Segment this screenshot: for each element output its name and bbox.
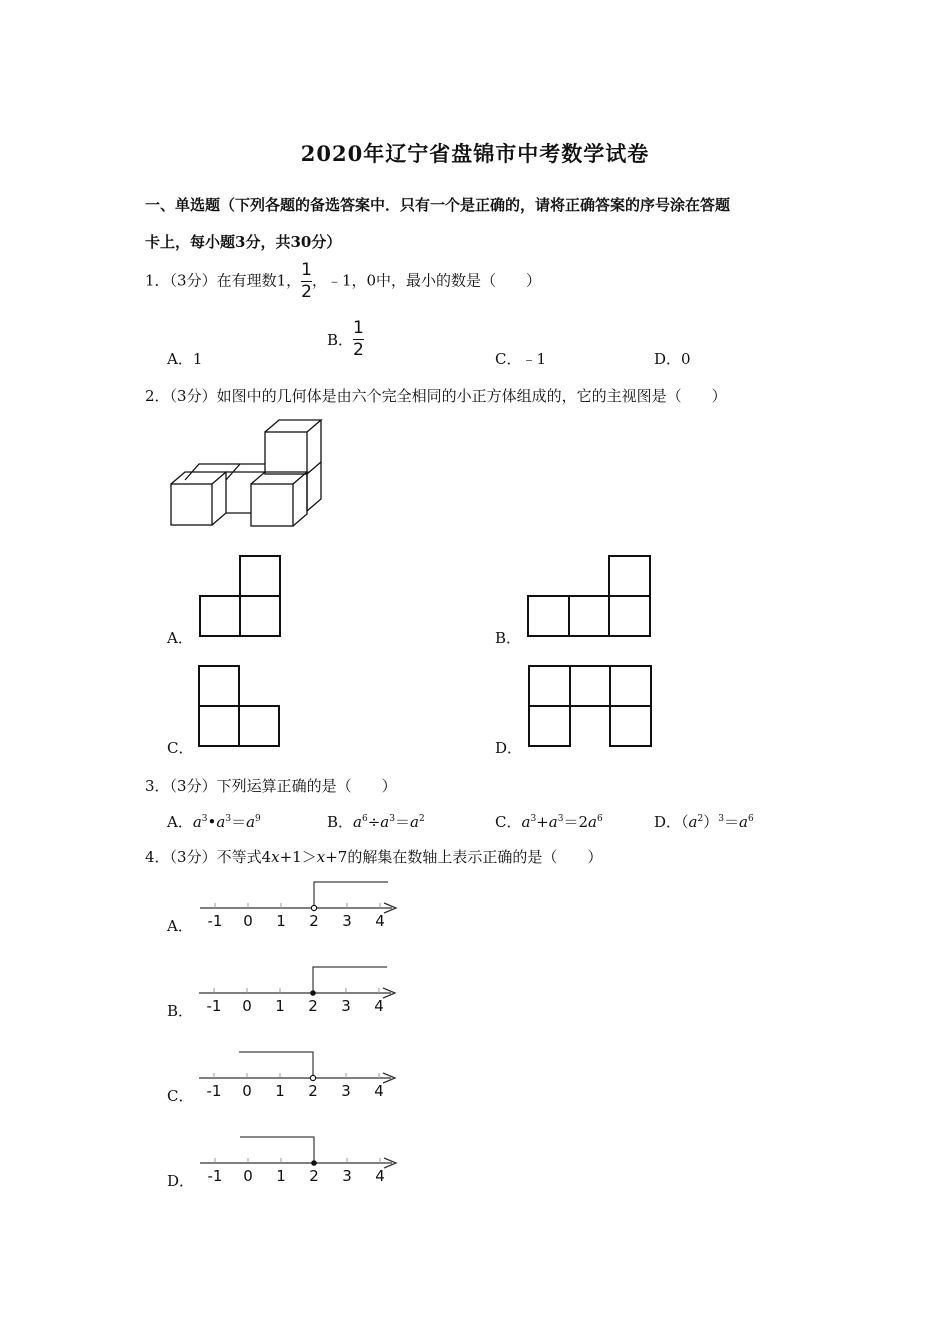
q2-option-b-view: [526, 555, 652, 639]
q4-a-tick: 1: [276, 912, 286, 930]
q4-c-tick: 4: [374, 1082, 384, 1100]
q4-d-tick: 1: [276, 1167, 286, 1185]
q3-c-eq: ＝2: [563, 813, 588, 831]
question-4: [145, 846, 602, 867]
q3-c-var3: a: [587, 813, 597, 831]
q3-d-lparen: （: [681, 813, 689, 831]
q4-b-tick: 3: [341, 997, 351, 1015]
q4-c-tick: 1: [275, 1082, 285, 1100]
q3-b-exp2: 3: [389, 814, 395, 824]
q1-suffix: ，﹣1，0中，最小的数是（ ）: [311, 271, 542, 290]
q2-option-b-label: B．: [495, 629, 522, 647]
q3-c-exp1: 3: [530, 814, 537, 824]
q4-prefix: 4．（3分）不等式: [145, 848, 262, 866]
q3-b-op: ÷: [367, 813, 381, 831]
q3-b-var1: a: [353, 813, 362, 831]
q4-suffix: 的解集在数轴上表示正确的是（ ）: [347, 848, 603, 866]
q4-a-tick: 3: [342, 912, 352, 930]
q3-b-var3: a: [410, 813, 419, 831]
q4-option-b-number-line: [195, 963, 401, 1017]
q1-option-b-fraction: [353, 320, 364, 359]
q3-option-a: [167, 811, 261, 832]
q1-option-b-num: 1: [353, 318, 364, 338]
q3-d-exp3: 6: [747, 814, 754, 824]
q4-c-tick: -1: [206, 1082, 222, 1100]
q4-d-tick: 0: [243, 1167, 253, 1185]
q4-var-x2: x: [316, 848, 326, 866]
q3-c-exp2: 3: [557, 814, 564, 824]
q4-option-c-number-line: [195, 1048, 401, 1102]
q1-frac-den: 2: [301, 282, 312, 302]
q4-d-tick: 4: [375, 1167, 385, 1185]
q4-option-a-label: A．: [167, 917, 193, 935]
q3-a-var1: a: [192, 813, 202, 831]
q1-option-a: A．1: [167, 350, 203, 368]
q4-b-tick: -1: [206, 997, 222, 1015]
q2-option-c-view: [197, 665, 281, 749]
q1-option-b-den: 2: [353, 340, 364, 360]
q3-a-exp1: 3: [201, 814, 208, 824]
q4-b-tick: 4: [374, 997, 384, 1015]
q4-d-tick: -1: [207, 1167, 223, 1185]
q4-ineq-b: +1＞: [279, 848, 317, 866]
q3-c-op: +: [536, 813, 549, 831]
q3-option-d-label: D．: [654, 813, 682, 831]
q3-d-exp2: 3: [718, 814, 724, 824]
q3-option-c-label: C．: [495, 813, 522, 831]
q3-option-a-label: A．: [167, 813, 193, 831]
q3-c-var2: a: [548, 813, 558, 831]
q4-option-d-number-line: [196, 1133, 402, 1187]
q4-ineq-c: +7: [325, 848, 348, 866]
q3-b-exp3: 2: [418, 814, 425, 824]
q3-a-eq: ＝: [231, 813, 247, 831]
q1-option-c: C．﹣1: [495, 350, 547, 368]
page-title: 2020年辽宁省盘锦市中考数学试卷: [300, 141, 650, 166]
q4-a-tick: 2: [309, 912, 319, 930]
q3-a-op: •: [207, 813, 217, 831]
q1-frac-num: 1: [301, 260, 312, 280]
q3-b-exp1: 6: [361, 814, 368, 824]
q4-d-tick: 3: [342, 1167, 352, 1185]
q3-d-exp1: 2: [697, 814, 704, 824]
q3-option-c: [495, 811, 603, 832]
q4-b-tick: 1: [275, 997, 285, 1015]
question-1: [145, 262, 541, 301]
q4-a-tick: 0: [243, 912, 253, 930]
q4-option-c-label: C．: [167, 1087, 194, 1105]
q1-option-d: D．0: [654, 350, 691, 368]
q2-option-a-view: [198, 555, 282, 639]
q4-ineq-a: 4: [261, 848, 272, 866]
q2-option-d-label: D．: [495, 739, 523, 757]
question-3: 3．（3分）下列运算正确的是（ ）: [145, 777, 397, 795]
q4-b-tick: 0: [242, 997, 252, 1015]
q3-b-var2: a: [380, 813, 390, 831]
q4-b-tick: 2: [308, 997, 318, 1015]
q3-d-eq: ＝: [723, 813, 739, 831]
q4-d-tick: 2: [309, 1167, 319, 1185]
q4-c-tick: 0: [242, 1082, 252, 1100]
q2-option-a-label: A．: [167, 629, 193, 647]
q3-option-b: [327, 811, 425, 832]
q4-c-tick: 2: [308, 1082, 318, 1100]
q4-a-tick: 4: [375, 912, 385, 930]
q3-d-var3: a: [739, 813, 748, 831]
q3-d-rparen: ）: [703, 813, 719, 831]
q3-option-d: [654, 811, 754, 832]
question-2: 2．（3分）如图中的几何体是由六个完全相同的小正方体组成的，它的主视图是（ ）: [145, 387, 727, 405]
q3-b-eq: ＝: [394, 813, 410, 831]
q1-option-b: [327, 320, 364, 359]
q2-option-d-view: [527, 665, 653, 749]
q2-option-c-label: C．: [167, 739, 194, 757]
q3-a-exp3: 9: [255, 814, 261, 824]
q4-option-d-label: D．: [167, 1172, 195, 1190]
q1-option-b-label: B．: [327, 331, 354, 349]
q3-option-b-label: B．: [327, 813, 354, 831]
q1-fraction: [301, 262, 312, 301]
q3-a-exp2: 3: [225, 814, 232, 824]
q4-c-tick: 3: [341, 1082, 351, 1100]
q2-solid-figure: [165, 418, 330, 533]
q3-c-var1: a: [521, 813, 531, 831]
q1-prefix: 1．（3分）在有理数1，: [145, 271, 302, 290]
q3-a-var2: a: [216, 813, 226, 831]
q4-option-b-label: B．: [167, 1002, 194, 1020]
q4-option-a-number-line: [196, 878, 402, 932]
q4-var-x1: x: [271, 848, 280, 866]
section-heading-line1: 一、单选题（下列各题的备选答案中．只有一个是正确的，请将正确答案的序号涂在答题: [145, 196, 731, 214]
q3-a-var3: a: [246, 813, 256, 831]
q3-c-exp3: 6: [596, 814, 603, 824]
section-heading-line2: 卡上，每小题3分，共30分）: [145, 233, 342, 251]
q3-d-var1: a: [688, 813, 698, 831]
q4-a-tick: -1: [207, 912, 223, 930]
